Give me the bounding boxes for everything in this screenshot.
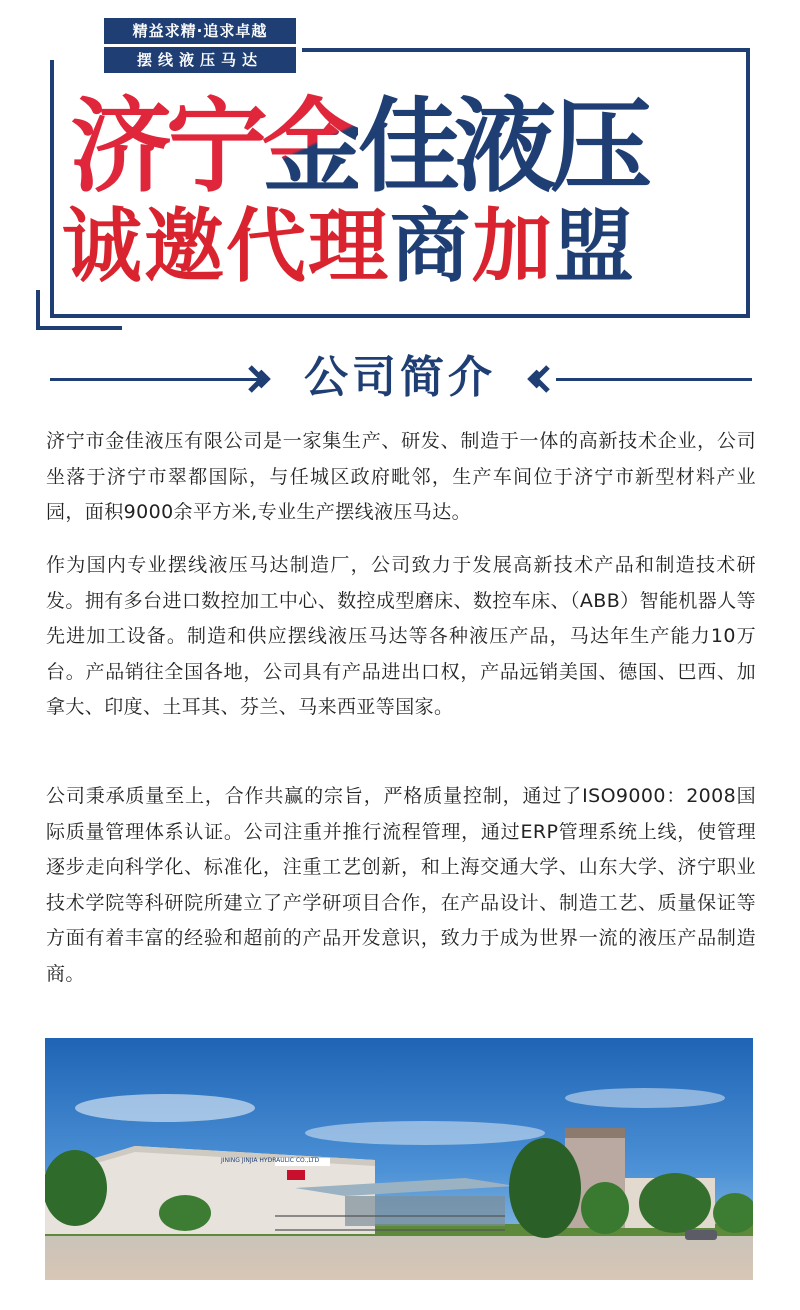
chevron-right-icon [246,363,276,395]
chevron-left-icon [522,363,552,395]
tagline-badge: 精益求精·追求卓越 [104,18,296,44]
company-title [70,88,730,208]
section-title: 公司简介 [304,352,496,403]
product-badge: 摆线液压马达 [104,47,296,73]
invitation-title [62,196,742,296]
factory-photo [45,1038,753,1280]
invitation-title-dark2: 盟 [554,199,636,293]
invitation-title-red: 诚邀代理 [62,199,390,293]
company-title-blue: 佳液压 [358,88,646,207]
company-title-split: 金 [262,88,358,207]
section-divider-left [50,378,260,381]
factory-sign: JINING JINJIA HYDRAULIC CO.,LTD [221,1157,320,1164]
intro-paragraph: 济宁市金佳液压有限公司是一家集生产、研发、制造于一体的高新技术企业，公司坐落于济宁市翠都国际，与任城区政府毗邻，生产车间位于济宁市新型材料产业园，面积9000余平方米,专业生产摆线液压马达。 [46,430,756,523]
invitation-title-red2: 加 [472,199,554,293]
quality-paragraph: 公司秉承质量至上，合作共赢的宗旨，严格质量控制，通过了ISO9000：2008国际质量管理体系认证。公司注重并推行流程管理，通过ERP管理系统上线，使管理逐步走向科学化、标准化，注重工艺创新，和上海交通大学、山东大学、济宁职业技术学院等科研院所建立了产学研项目合作，在产品设计、制造工艺、质量保证等方面有着丰富的经验和超前的产品开发意识，致力于成为世界一流的液压产品制造商。 [46,785,756,985]
business-paragraph: 作为国内专业摆线液压马达制造厂，公司致力于发展高新技术产品和制造技术研发。拥有多台进口数控加工中心、数控成型磨床、数控车床、（ABB）智能机器人等先进加工设备。制造和供应摆线液压马达等各种液压产品，马达年生产能力10万台。产品销往全国各地，公司具有产品进出口权，产品远销美国、德国、巴西、加拿大、印度、土耳其、芬兰、马来西亚等国家。 [46,554,756,718]
section-divider-right [556,378,752,381]
company-title-red: 济宁 [70,88,262,207]
invitation-title-dark: 商 [390,199,472,293]
